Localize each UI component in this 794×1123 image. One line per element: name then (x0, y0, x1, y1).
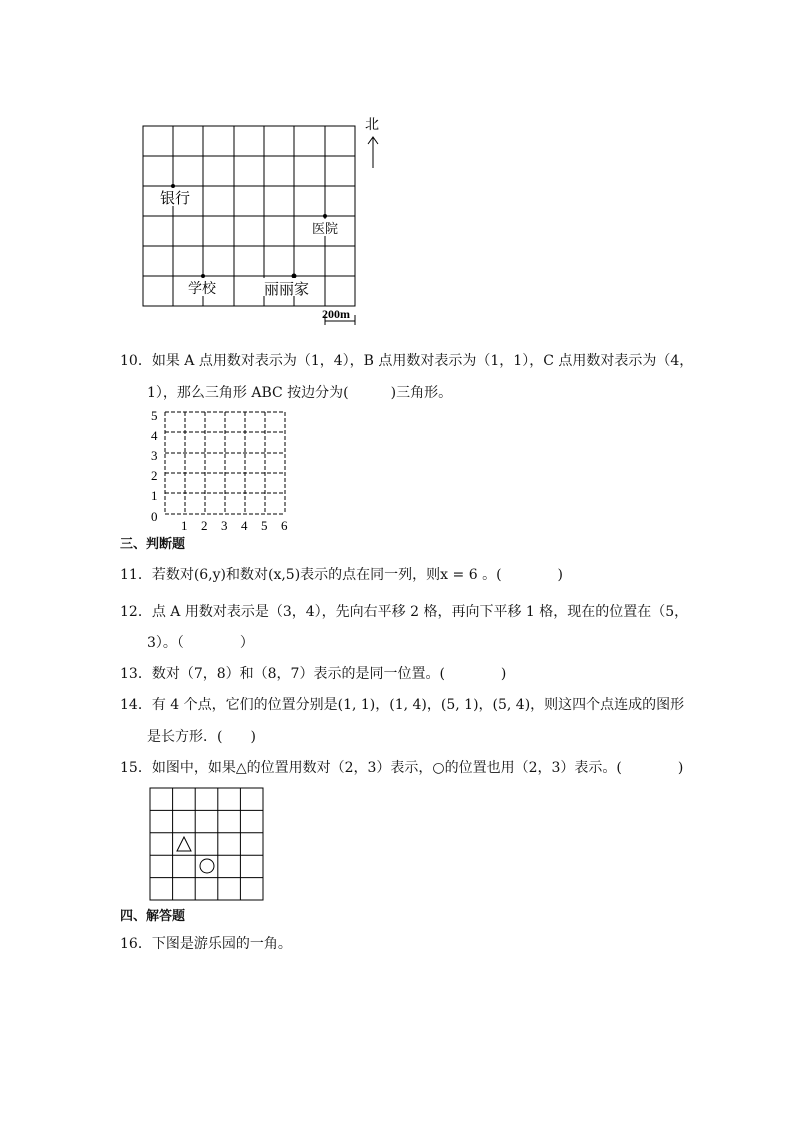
school-label: 学校 (188, 281, 216, 297)
scale-label: 200m (322, 307, 350, 321)
x-tick: 6 (281, 518, 288, 533)
q12-line1: 12．点 A 用数对表示是（3，4），先向右平移 2 格，再向下平移 1 格，现在的位置在（5， (120, 604, 689, 620)
q10-line2: 1），那么三角形 ABC 按边分为( )三角形。 (147, 385, 453, 401)
y-tick: 4 (151, 428, 158, 443)
q10-dashed-grid (165, 412, 285, 514)
y-tick: 3 (151, 448, 158, 463)
y-tick: 2 (151, 468, 158, 483)
q10-coordinate-grid (145, 404, 305, 534)
q15-grid-lines (150, 788, 263, 900)
q16-text: 16．下图是游乐园的一角。 (120, 936, 292, 952)
q11-text: 11．若数对(6,y)和数对(x,5)表示的点在同一列，则x = 6 。( ) (120, 567, 563, 583)
x-tick: 3 (221, 518, 228, 533)
q15-grid-figure (148, 786, 268, 904)
q13-text: 13．数对（7，8）和（8，7）表示的是同一位置。( ) (120, 666, 507, 682)
x-tick: 1 (181, 518, 188, 533)
triangle-icon (177, 837, 191, 851)
q14-line2: 是长方形．( ) (147, 729, 256, 745)
lili-home-label: 丽丽家 (264, 280, 310, 298)
y-tick: 0 (151, 509, 158, 524)
y-tick: 5 (151, 408, 158, 423)
circle-icon (200, 859, 214, 873)
school-point (201, 274, 205, 278)
q12-line2: 3）。（ ） (147, 635, 254, 651)
q15-text: 15．如图中，如果△的位置用数对（2，3）表示，○的位置也用（2，3）表示。( ) (120, 760, 684, 776)
x-tick: 4 (241, 518, 248, 533)
hospital-point (323, 214, 327, 218)
hospital-label: 医院 (312, 222, 339, 237)
y-tick: 1 (151, 488, 158, 503)
bank-label: 银行 (160, 189, 191, 207)
q10-line1: 10．如果 A 点用数对表示为（1，4），B 点用数对表示为（1，1），C 点用数对表示为（4， (120, 353, 694, 369)
bank-point (171, 184, 175, 188)
section3-title: 三、判断题 (120, 537, 186, 552)
x-tick: 5 (261, 518, 268, 533)
north-label: 北 (365, 117, 379, 133)
lili-home-point (292, 274, 297, 279)
map-grid-figure (136, 112, 386, 334)
x-tick: 2 (201, 518, 208, 533)
q14-line1: 14．有 4 个点，它们的位置分别是(1, 1)，(1, 4)，(5, 1)，(5, 4)，则这四个点连成的图形 (120, 697, 685, 713)
north-arrow-icon (368, 137, 378, 168)
section4-title: 四、解答题 (120, 909, 186, 924)
